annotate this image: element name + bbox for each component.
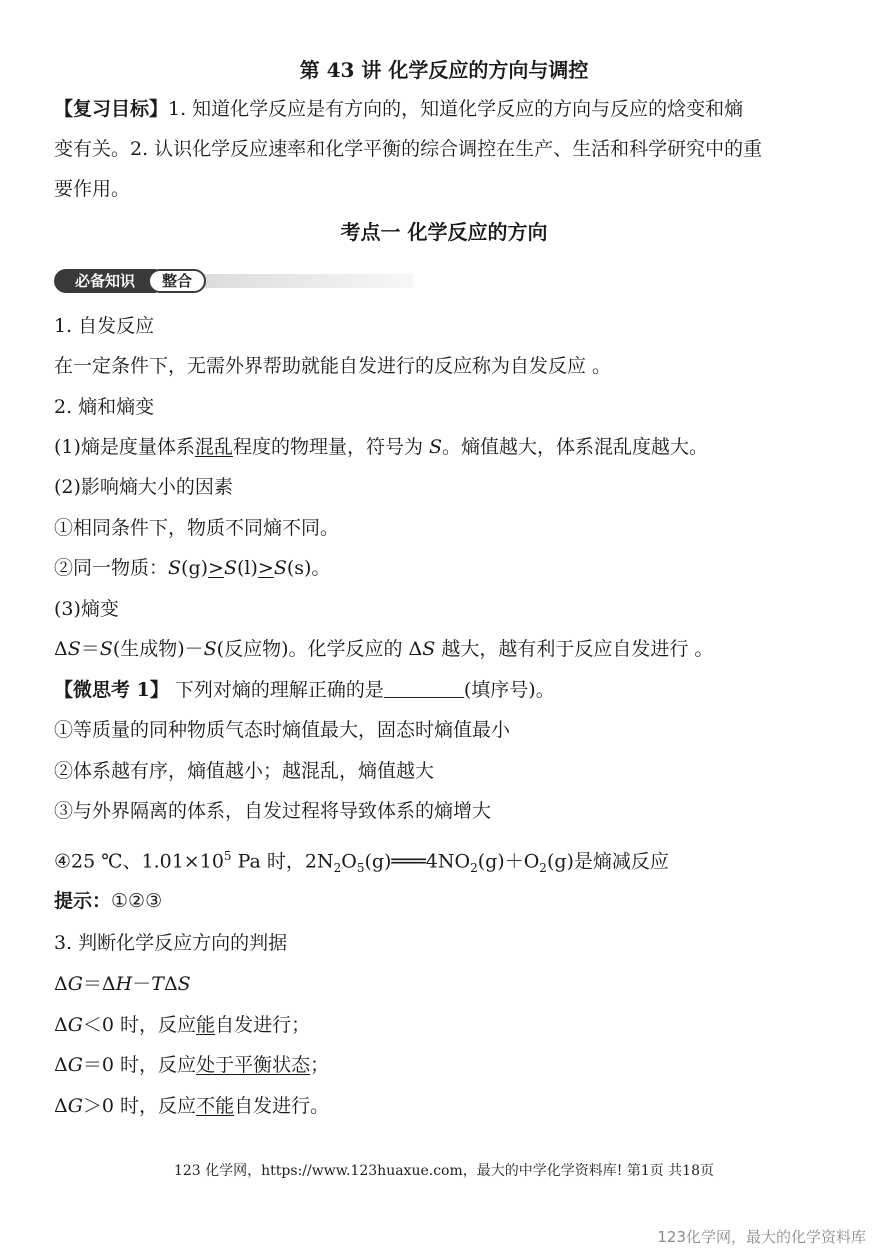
underlined-answer: 能: [196, 1014, 216, 1036]
banner-tag-knowledge: 必备知识: [54, 269, 156, 293]
watermark: 123化学网，最大的化学资料库: [657, 1228, 866, 1246]
review-goals-line-1: [54, 94, 844, 124]
heading-criterion: 3. 判断化学反应方向的判据: [54, 932, 288, 954]
underlined-answer: >: [257, 557, 274, 579]
heading-spontaneous: 1. 自发反应: [54, 315, 155, 337]
para-entropy-change: ΔS＝S(生成物)－S(反应物)。化学反应的 ΔS 越大，越有利于反应自发进行 。: [54, 638, 714, 660]
underlined-answer: 混乱: [194, 436, 233, 458]
review-goals-label: 【复习目标】: [54, 98, 169, 120]
underlined-answer: 不能: [196, 1095, 235, 1117]
think-option-3: ③与外界隔离的体系，自发过程将导致体系的熵增大: [54, 800, 492, 822]
criterion-zero: ΔG＝0 时，反应处于平衡状态；: [54, 1054, 330, 1076]
think-question: 【微思考 1】 下列对熵的理解正确的是 (填序号)。: [54, 679, 555, 701]
hint-value: ①②③: [111, 890, 163, 912]
think-option-2: ②体系越有序，熵值越小；越混乱，熵值越大: [54, 760, 435, 782]
criterion-negative: ΔG＜0 时，反应能自发进行；: [54, 1014, 311, 1036]
heading-entropy: 2. 熵和熵变: [54, 396, 155, 418]
page-footer: 123 化学网，https://www.123huaxue.com，最大的中学化学资料库! 第1页 共18页: [173, 1163, 715, 1179]
banner-tag-integrate: 整合: [148, 269, 206, 293]
section-title: 考点一 化学反应的方向: [340, 220, 548, 244]
para-entropy-change-heading: (3)熵变: [54, 598, 119, 620]
review-goals-line-3: 要作用。: [54, 178, 131, 200]
para-factor-1: ①相同条件下，物质不同熵不同。: [54, 517, 340, 539]
para-factors: (2)影响熵大小的因素: [54, 476, 233, 498]
para-entropy-definition: (1)熵是度量体系混乱程度的物理量，符号为 S。熵值越大，体系混乱度越大。: [54, 436, 709, 458]
criterion-positive: ΔG＞0 时，反应不能自发进行。: [54, 1095, 330, 1117]
para-factor-2: ②同一物质：S(g)>S(l)>S(s)。: [54, 557, 331, 579]
think-option-4: ④25 ℃、$1.01\times 10^5$ Pa 时，$2N_2O_5(g)═══4NO_2(g)+O_2(g)$是熵减反应: [54, 849, 669, 876]
hint-label: 提示：: [54, 890, 112, 912]
answer-blank: [384, 679, 464, 698]
lecture-title: 第 43 讲 化学反应的方向与调控: [299, 58, 589, 82]
para-spontaneous: 在一定条件下，无需外界帮助就能自发进行的反应称为自发反应 。: [54, 355, 612, 377]
banner-bar: [174, 274, 414, 288]
think-option-1: ①等质量的同种物质气态时熵值最大，固态时熵值最小: [54, 719, 511, 741]
hint-line: [54, 886, 844, 916]
review-goals-text-1: 1. 知道化学反应是有方向的，知道化学反应的方向与反应的焓变和熵: [168, 98, 744, 120]
criterion-equation: ΔG＝ΔH－TΔS: [54, 973, 191, 995]
think-label: 【微思考 1】: [54, 679, 169, 701]
underlined-answer: 处于平衡状态: [196, 1054, 311, 1076]
knowledge-banner: [54, 269, 414, 293]
review-goals-line-2: 变有关。2. 认识化学反应速率和化学平衡的综合调控在生产、生活和科学研究中的重: [54, 138, 763, 160]
underlined-answer: >: [208, 557, 224, 579]
